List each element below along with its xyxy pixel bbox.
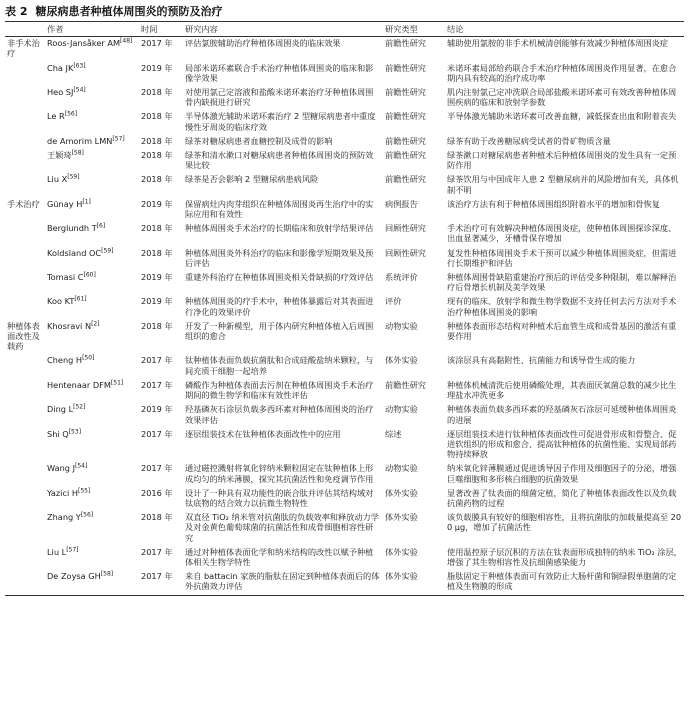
table-title: 糖尿病患者种植体周围炎的预防及治疗 (35, 5, 223, 18)
content-cell: 保留病灶内肉芽组织在种植体周围炎再生治疗中的实际应用和有效性 (185, 198, 374, 220)
table-row (5, 86, 684, 110)
author-cell (45, 354, 139, 378)
author-cell (45, 222, 139, 246)
study-type-cell: 前瞻性研究 (385, 135, 426, 146)
author-name: Liu L (47, 546, 67, 557)
reference-number: [57] (66, 546, 79, 553)
header-category (5, 22, 45, 37)
reference-number: [61] (74, 295, 87, 303)
reference-number: [53] (68, 427, 82, 435)
content-cell: 羟基磷灰石涂层负载多西环素对种植体周围炎的治疗效果评估 (185, 404, 374, 425)
conclusion-cell: 该治疗方法有利于种植体周围组织附着水平的增加和骨恢复 (447, 198, 660, 209)
table-number: 表 2 (5, 5, 28, 18)
conclusion-cell: 该涂层具有高黏附性、抗菌能力和诱导骨生成的能力 (447, 355, 636, 366)
author-name: de Amorim LMN (47, 135, 113, 146)
table-row (5, 271, 684, 295)
reference-number: [59] (67, 173, 80, 181)
author-name: Cha JK (47, 62, 74, 73)
category-cell: 非手术治疗 (7, 38, 40, 59)
table-row (5, 222, 684, 246)
conclusion-cell: 脂肽固定于种植体表面可有效防止大肠杆菌和铜绿假单胞菌的定植及生物膜的形成 (445, 570, 684, 595)
content-cell: 种植体周围炎的疗手术中，种植体暴露后对其表面进行净化的效果评价 (185, 296, 374, 317)
study-type-cell: 动物实验 (385, 320, 418, 331)
author-name: Berglundh T (47, 223, 97, 234)
study-type-cell: 前瞻性研究 (385, 150, 426, 161)
category-cell (5, 247, 45, 271)
author-name: Khosravi N (47, 320, 92, 331)
study-type-cell: 前瞻性研究 (385, 174, 426, 185)
category-cell (5, 62, 45, 86)
content-cell: 钛种植体表面负载抗菌肽和合成硅酸盐纳米颗粒，与间充质干细胞一起培养 (185, 355, 374, 376)
content-cell: 绿茶和清水漱口对糖尿病患者种植体周围炎的预防效果比较 (185, 150, 374, 171)
reference-number: [6] (96, 222, 106, 230)
conclusion-cell: 种植体表面形态结构对种植术后血管生成和成骨基因的激活有重要作用 (447, 320, 677, 342)
study-type-cell: 系统评价 (385, 272, 418, 283)
category-cell (5, 149, 45, 173)
conclusion-cell: 绿茶饮用与中国成年人患 2 型糖尿病并的风险增加有关，具体机制不明 (447, 174, 679, 195)
table-caption (5, 3, 684, 21)
author-cell (45, 271, 139, 295)
study-type-cell: 动物实验 (385, 404, 418, 415)
category-cell (5, 110, 45, 134)
year-cell: 2018 年 (141, 87, 173, 98)
category-cell (5, 271, 45, 295)
content-cell: 种植体周围炎手术治疗的长期临床和放射学结果评估 (185, 223, 374, 234)
study-type-cell: 病例报告 (385, 198, 418, 209)
content-cell: 评估氯胺辅助治疗种植体周围炎的临床效果 (185, 38, 341, 49)
author-name: Günay H (47, 198, 83, 209)
study-type-cell: 体外实验 (385, 512, 418, 523)
year-cell: 2017 年 (141, 355, 173, 366)
author-name: Roos-Jansåker AM (47, 38, 121, 49)
content-cell: 绿茶是否会影响 2 型糖尿病患病风险 (185, 174, 319, 185)
category-cell (5, 379, 45, 403)
category-cell: 手术治疗 (7, 198, 40, 209)
reference-number: [1] (82, 198, 91, 206)
category-cell (5, 295, 45, 319)
author-name: Zhang Y (47, 512, 81, 523)
conclusion-cell: 现有的临床、放射学和微生物学数据不支持任何去污方法对手术治疗种植体周围炎的影响 (447, 296, 677, 317)
content-cell: 对使用氯己定溶液和盐酸米诺环素治疗牙种植体周围骨内缺损进行研究 (185, 87, 374, 108)
year-cell: 2017 年 (139, 570, 183, 595)
table-row (5, 62, 684, 86)
content-cell: 双直径 TiO₂ 纳米管对抗菌肽的负载效率和释放动力学及对金黄色葡萄球菌的抗菌活性和成骨细胞相容性研究 (185, 512, 379, 543)
category-cell (5, 403, 45, 427)
conclusion-cell: 逐层组装技术进行钛种植体表面改性可促进骨形成和骨整合、促进软组织的形成和愈合、提高钛种植体的抗菌性能、实现局部药物持续释放 (447, 428, 677, 460)
reference-number: [57] (112, 135, 125, 143)
year-cell: 2019 年 (141, 198, 173, 209)
table-row (5, 428, 684, 463)
table-row (5, 247, 684, 271)
conclusion-cell: 纳米氧化锌薄膜通过促进诱导因子作用及细胞因子的分泌，增强巨噬细胞和多形核白细胞的抗菌效果 (447, 463, 677, 484)
reference-number: [58] (100, 570, 114, 578)
year-cell: 2017 年 (141, 428, 173, 439)
author-cell (45, 173, 139, 197)
author-name: Liu X (47, 174, 68, 185)
category-cell (5, 135, 45, 149)
content-cell: 通过对种植体表面化学和纳米结构的改性以赋予种植体相关生物学特性 (185, 546, 374, 567)
author-cell (45, 320, 139, 355)
author-name: Wang J (47, 463, 75, 474)
study-type-cell: 体外实验 (385, 487, 418, 498)
year-cell: 2018 年 (141, 320, 173, 331)
category-cell (5, 462, 45, 486)
study-type-cell: 前瞻性研究 (385, 62, 426, 73)
year-cell: 2017 年 (141, 546, 173, 557)
year-cell: 2018 年 (141, 223, 173, 234)
author-cell (45, 546, 139, 570)
category-cell (5, 354, 45, 378)
conclusion-cell: 复发性种植体周围炎手术干预可以减少种植体周围炎症，但需进行长期维护和评估 (447, 247, 677, 268)
table-row (5, 135, 684, 149)
author-name: Koo KT (47, 296, 75, 307)
author-cell (45, 110, 139, 134)
table-row (5, 173, 684, 197)
author-name: Cheng H (47, 355, 83, 366)
year-cell: 2016 年 (141, 487, 173, 498)
year-cell: 2017 年 (141, 379, 173, 390)
author-name: Le R (47, 111, 65, 122)
conclusion-cell: 绿茶漱口对糖尿病患者种植术后种植体周围炎的发生具有一定预防作用 (447, 150, 677, 171)
table-row (5, 37, 684, 62)
author-name: Hentenaar DFM (47, 379, 111, 390)
study-type-cell: 综述 (385, 428, 402, 439)
conclusion-cell: 辅助使用氯胺的非手术机械清创能够有效减少种植体周围炎症 (447, 38, 669, 49)
author-cell (45, 570, 139, 595)
header-row (5, 22, 684, 37)
table-row (5, 487, 684, 511)
reference-number: [63] (73, 61, 86, 69)
year-cell: 2018 年 (141, 174, 173, 185)
study-type-cell: 回顾性研究 (385, 247, 426, 258)
author-name: Tomasi C (47, 272, 84, 283)
author-name: Yazici H (47, 487, 78, 498)
author-cell (45, 149, 139, 173)
year-cell: 2017 年 (141, 463, 173, 474)
header-type: 研究类型 (383, 22, 445, 37)
author-cell (45, 428, 139, 463)
table-row (5, 379, 684, 403)
author-name: 王颖琦 (47, 150, 72, 161)
content-cell: 设计了一种具有双功能性的嵌合肽并评估其结构域对钛底物的结合效力以抗微生物特性 (185, 487, 374, 508)
study-type-cell: 体外实验 (385, 546, 418, 557)
table-body (5, 37, 684, 595)
study-type-cell: 体外实验 (383, 570, 445, 595)
category-cell (5, 86, 45, 110)
content-cell: 通过磁控溅射将氧化锌纳米颗粒固定在钛种植体上形成均匀的纳米薄膜，探究其抗菌活性和免疫调节作用 (185, 463, 374, 484)
year-cell: 2017 年 (141, 38, 173, 49)
content-cell: 种植体周围炎外科治疗的临床和影像学短期效果及预后评估 (185, 247, 374, 268)
year-cell: 2018 年 (141, 135, 173, 146)
category-cell (5, 173, 45, 197)
year-cell: 2019 年 (141, 272, 173, 283)
study-type-cell: 前瞻性研究 (385, 111, 426, 122)
reference-number: [55] (78, 486, 91, 494)
conclusion-cell: 种植体机械清洗后使用磷酸处理，其表面厌氧菌总数的减少比生理盐水冲洗更多 (447, 379, 677, 401)
category-cell (5, 570, 45, 595)
conclusion-cell: 显著改善了钛表面的细菌定植，简化了种植体表面改性以及负载抗菌药物的过程 (447, 487, 677, 508)
table-row (5, 570, 684, 595)
author-cell (45, 86, 139, 110)
reference-number: [2] (91, 320, 100, 328)
table-row (5, 320, 684, 355)
studies-table (5, 21, 684, 596)
conclusion-cell: 肌内注射氯己定冲洗联合局部盐酸米诺环素可有效改善种植体周围疾病的临床和放射学参数 (447, 87, 677, 108)
header-year: 时间 (139, 22, 183, 37)
reference-number: [58] (71, 149, 84, 157)
author-cell (45, 62, 139, 86)
conclusion-cell: 绿茶有助于改善糖尿病受试者的骨矿物质含量 (447, 135, 611, 146)
year-cell: 2018 年 (141, 150, 173, 161)
study-type-cell: 前瞻性研究 (385, 38, 426, 49)
category-cell (5, 428, 45, 463)
study-type-cell: 动物实验 (385, 463, 418, 474)
year-cell: 2018 年 (141, 512, 173, 523)
conclusion-cell: 使用温控原子层沉积的方法在钛表面形成独特的纳米 TiO₂ 涂层，增强了其生物相容性及抗细菌感染能力 (447, 546, 682, 567)
table-row (5, 403, 684, 427)
author-cell (45, 511, 139, 546)
study-type-cell: 回顾性研究 (385, 223, 426, 234)
category-cell (5, 546, 45, 570)
content-cell: 重建外科治疗在种植体周围炎相关骨缺损的疗效评估 (185, 272, 374, 283)
author-name: Ding L (47, 404, 74, 415)
table-row (5, 511, 684, 546)
year-cell: 2019 年 (141, 296, 173, 307)
category-cell (5, 487, 45, 511)
author-cell (45, 403, 139, 427)
author-name: Koldsland OC (47, 247, 102, 258)
conclusion-cell: 该负载膜具有较好的细胞相容性，且将抗菌肽的加载量提高至 200 μg，增加了抗菌活性 (447, 512, 682, 533)
year-cell: 2018 年 (141, 111, 173, 122)
conclusion-cell: 半导体激光辅助米诺环素可改善血糖，减低探查出血和附着丧失 (447, 111, 677, 122)
content-cell: 磷酸作为种植体表面去污剂在种植体周围炎手术治疗期间的微生物学和临床有效性评估 (185, 379, 374, 401)
category-cell (5, 511, 45, 546)
reference-number: [54] (75, 462, 88, 470)
author-cell (45, 198, 139, 222)
conclusion-cell: 手术治疗可有效解决种植体周围炎症，使种植体周围探诊深度、出血显著减少，牙槽骨保存增加 (447, 223, 677, 244)
table-row (5, 546, 684, 570)
author-cell (45, 37, 139, 62)
category-cell: 种植体表面改性及载药 (7, 320, 40, 352)
table-row (5, 295, 684, 319)
table-row (5, 198, 684, 222)
author-cell (45, 135, 139, 149)
author-cell (45, 295, 139, 319)
reference-number: [52] (73, 403, 86, 411)
header-content: 研究内容 (183, 22, 383, 37)
conclusion-cell: 米诺环素局部给药联合手术治疗种植体周围炎作用显著，在愈合期内具有较高的治疗成功率 (447, 62, 677, 83)
content-cell: 局部米诺环素联合手术治疗种植体周围炎的临床和影像学效果 (185, 62, 374, 83)
author-cell (45, 247, 139, 271)
content-cell: 半导体激光辅助米诺环素治疗 2 型糖尿病患者中重度慢性牙周炎的临床疗效 (185, 111, 376, 132)
header-conclusion: 结论 (445, 22, 684, 37)
reference-number: [56] (80, 511, 94, 519)
reference-number: [56] (64, 110, 78, 118)
table-row (5, 354, 684, 378)
author-cell (45, 487, 139, 511)
conclusion-cell: 种植体表面负载多西环素的羟基磷灰石涂层可延缓种植体周围炎的进展 (447, 404, 677, 425)
content-cell: 逐层组装技术在钛种植体表面改性中的应用 (185, 428, 341, 439)
content-cell: 来自 battacin 家族的脂肽在固定到种植体表面后的体外抗菌效力评估 (183, 570, 383, 595)
author-cell (45, 462, 139, 486)
author-cell (45, 379, 139, 403)
study-type-cell: 前瞻性研究 (385, 87, 426, 98)
reference-number: [59] (101, 246, 114, 254)
study-type-cell: 体外实验 (385, 355, 418, 366)
author-name: Heo SJ (47, 87, 74, 98)
year-cell: 2019 年 (141, 62, 173, 73)
conclusion-cell: 种植体周围骨缺陷重建治疗预后的评估受多种限制，难以解释治疗后骨增长机制及美学效果 (447, 272, 677, 293)
table-row (5, 110, 684, 134)
reference-number: [50] (82, 354, 95, 362)
content-cell: 绿茶对糖尿病患者血糖控制及成骨的影响 (185, 135, 333, 146)
table-row (5, 149, 684, 173)
study-type-cell: 前瞻性研究 (385, 379, 426, 390)
reference-number: [51] (110, 379, 124, 387)
author-name: Shi Q (47, 428, 69, 439)
category-cell (5, 222, 45, 246)
content-cell: 开发了一种新模型，用于体内研究种植体植入后周围组织的愈合 (185, 320, 374, 342)
year-cell: 2019 年 (141, 404, 173, 415)
table-row (5, 462, 684, 486)
study-type-cell: 评价 (385, 296, 402, 307)
reference-number: [54] (73, 86, 86, 94)
reference-number: [48] (120, 37, 133, 45)
year-cell: 2018 年 (141, 247, 173, 258)
author-name: De Zoysa GH (47, 571, 101, 582)
reference-number: [60] (83, 271, 96, 279)
header-author: 作者 (45, 22, 139, 37)
